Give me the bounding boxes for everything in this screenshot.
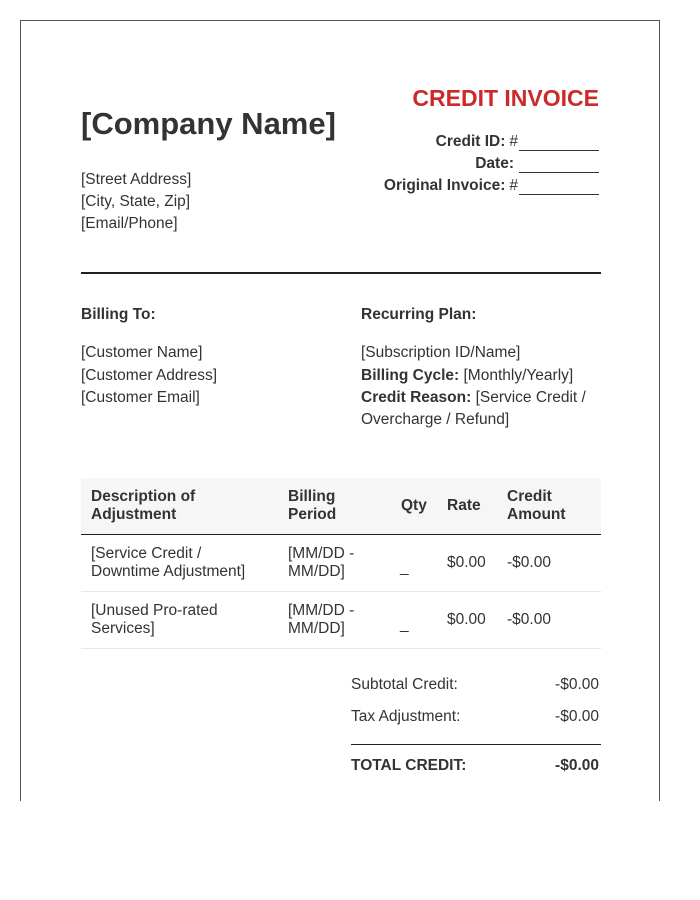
credit-id-label: Credit ID: — [435, 133, 506, 150]
row1-period-line1: [MM/DD - — [288, 545, 355, 562]
credit-reason-value: [Service Credit / — [475, 389, 586, 406]
subscription-id: [Subscription ID/Name] — [361, 344, 521, 361]
row2-rate: $0.00 — [447, 611, 486, 628]
summary-divider — [351, 744, 601, 745]
credit-id-blank — [519, 138, 599, 151]
header-divider — [81, 272, 601, 274]
row1-rate: $0.00 — [447, 554, 486, 571]
customer-name: [Customer Name] — [81, 344, 203, 361]
credit-reason — [361, 389, 586, 407]
row2-description — [91, 602, 218, 638]
row1-description-line2: Downtime Adjustment] — [91, 563, 246, 580]
th-amount-line2: Amount — [507, 506, 566, 523]
company-contact: [Email/Phone] — [81, 215, 178, 232]
row2-description-line2: Services] — [91, 620, 155, 637]
tax-label: Tax Adjustment: — [351, 708, 461, 725]
th-billing-period — [288, 488, 336, 524]
date-label: Date: — [475, 155, 514, 172]
credit-reason-label: Credit Reason: — [361, 389, 472, 406]
row2-amount: -$0.00 — [507, 611, 551, 628]
th-period-line1: Billing — [288, 488, 336, 505]
original-invoice-blank — [519, 182, 599, 195]
customer-email: [Customer Email] — [81, 389, 200, 406]
company-city: [City, State, Zip] — [81, 193, 191, 210]
billing-cycle — [361, 367, 573, 385]
total-label: TOTAL CREDIT: — [351, 757, 467, 774]
row2-period-line1: [MM/DD - — [288, 602, 355, 619]
invoice-page — [20, 20, 660, 801]
row1-description — [91, 545, 245, 581]
th-rate: Rate — [447, 497, 481, 514]
th-qty: Qty — [401, 497, 427, 514]
th-credit-amount — [507, 488, 566, 524]
original-invoice-label: Original Invoice: — [383, 177, 506, 194]
row1-qty: _ — [400, 559, 409, 576]
row2-description-line1: [Unused Pro-rated — [91, 602, 218, 619]
th-description-line2: Adjustment — [91, 506, 177, 523]
subtotal-value: -$0.00 — [555, 676, 599, 693]
row-divider — [81, 591, 601, 592]
customer-address: [Customer Address] — [81, 367, 218, 384]
row2-period-line2: MM/DD] — [288, 620, 345, 637]
original-invoice-prefix: # — [509, 177, 518, 194]
invoice-title: CREDIT INVOICE — [412, 85, 599, 111]
credit-id-prefix: # — [509, 133, 518, 150]
row1-amount: -$0.00 — [507, 554, 551, 571]
company-name: [Company Name] — [81, 106, 336, 141]
row2-qty: _ — [400, 616, 409, 633]
row-divider — [81, 648, 601, 649]
tax-value: -$0.00 — [555, 708, 599, 725]
credit-reason-continued: Overcharge / Refund] — [361, 411, 510, 428]
row1-period-line2: MM/DD] — [288, 563, 345, 580]
date-line — [475, 155, 599, 173]
th-description — [91, 488, 195, 524]
th-description-line1: Description of — [91, 488, 196, 505]
date-blank — [519, 160, 599, 173]
billing-cycle-value: [Monthly/Yearly] — [463, 367, 574, 384]
row1-period — [288, 545, 354, 581]
billing-cycle-label: Billing Cycle: — [361, 367, 460, 384]
original-invoice-line — [384, 177, 599, 195]
th-amount-line1: Credit — [507, 488, 552, 505]
total-value: -$0.00 — [555, 757, 599, 774]
subtotal-label: Subtotal Credit: — [351, 676, 458, 693]
row1-description-line1: [Service Credit / — [91, 545, 202, 562]
th-period-line2: Period — [288, 506, 337, 523]
row2-period — [288, 602, 354, 638]
billing-to-heading: Billing To: — [81, 306, 156, 323]
credit-id-line — [436, 133, 599, 151]
recurring-plan-heading: Recurring Plan: — [361, 306, 477, 323]
company-street: [Street Address] — [81, 171, 192, 188]
